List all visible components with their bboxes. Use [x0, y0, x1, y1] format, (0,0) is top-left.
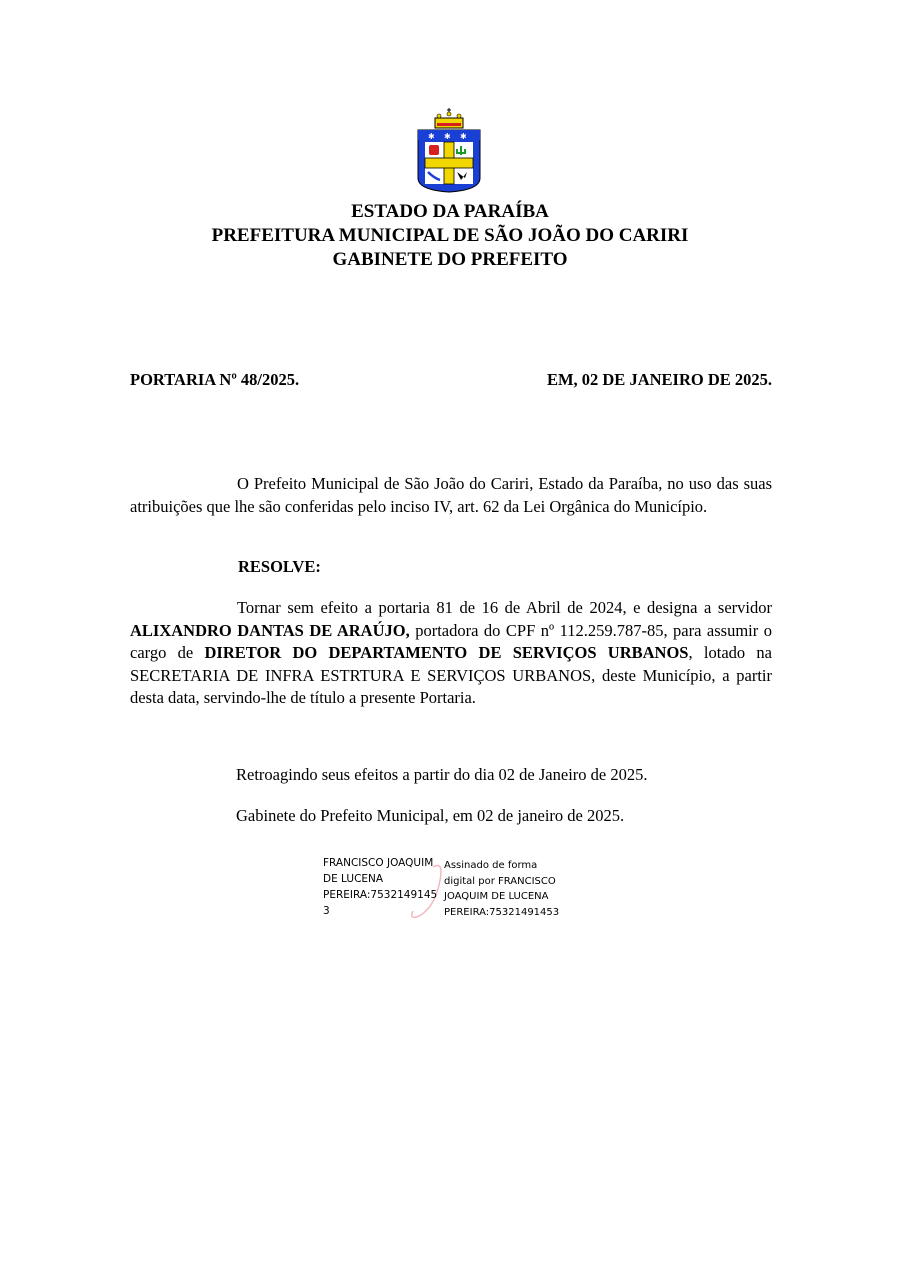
- state-name: ESTADO DA PARAÍBA: [351, 201, 549, 222]
- coat-of-arms-icon: [415, 108, 483, 194]
- role-title: DIRETOR DO DEPARTAMENTO DE SERVIÇOS URBANOS: [204, 643, 689, 663]
- resolution-text-c: , lotado na SECRETARIA DE INFRA ESTRTURA E SERVIÇOS URBANOS, deste Município, a partir desta data, servindo-lhe de título a presente Portaria.: [130, 643, 772, 708]
- svg-text:✱: ✱: [428, 132, 435, 141]
- servant-name: ALIXANDRO DANTAS DE ARAÚJO,: [130, 620, 410, 640]
- closing-line: Gabinete do Prefeito Municipal, em 02 de janeiro de 2025.: [236, 806, 625, 825]
- letterhead: [0, 200, 900, 272]
- portaria-date: EM, 02 DE JANEIRO DE 2025.: [546, 370, 772, 389]
- digital-signature: [323, 855, 563, 925]
- signer-name: [323, 855, 448, 919]
- retroactive-note: Retroagindo seus efeitos a partir do dia 02 de Janeiro de 2025.: [236, 765, 648, 784]
- intro-paragraph: O Prefeito Municipal de São João do Cariri, Estado da Paraíba, no uso das suas atribuições que lhe são conferidas pelo inciso IV, art. 62 da Lei Orgânica do Município.: [130, 474, 772, 516]
- stamp-line: PEREIRA:75321491453: [444, 906, 560, 918]
- resolution-paragraph: [130, 597, 772, 710]
- municipality-name: PREFEITURA MUNICIPAL DE SÃO JOÃO DO CARIRI: [211, 225, 689, 246]
- resolve-heading: RESOLVE:: [238, 557, 321, 576]
- signer-line: DE LUCENA: [323, 873, 384, 885]
- stamp-line: JOAQUIM DE LUCENA: [444, 891, 549, 902]
- svg-text:✱: ✱: [460, 132, 467, 141]
- resolution-text-a: Tornar sem efeito a portaria 81 de 16 de Abril de 2024, e designa a servidor: [237, 598, 772, 617]
- signature-stamp: [444, 858, 564, 920]
- stamp-line: Assinado de forma: [444, 860, 538, 871]
- resolution-text-b: portadora do CPF nº 112.259.787-85, para assumir o cargo de: [130, 620, 772, 663]
- office-name: GABINETE DO PREFEITO: [332, 249, 568, 270]
- signer-line: PEREIRA:7532149145: [323, 889, 438, 901]
- signer-line: FRANCISCO JOAQUIM: [323, 857, 434, 869]
- svg-text:✱: ✱: [444, 132, 451, 141]
- portaria-number: PORTARIA Nº 48/2025.: [130, 370, 300, 389]
- stamp-line: digital por FRANCISCO: [444, 875, 556, 887]
- signer-line: 3: [323, 905, 330, 917]
